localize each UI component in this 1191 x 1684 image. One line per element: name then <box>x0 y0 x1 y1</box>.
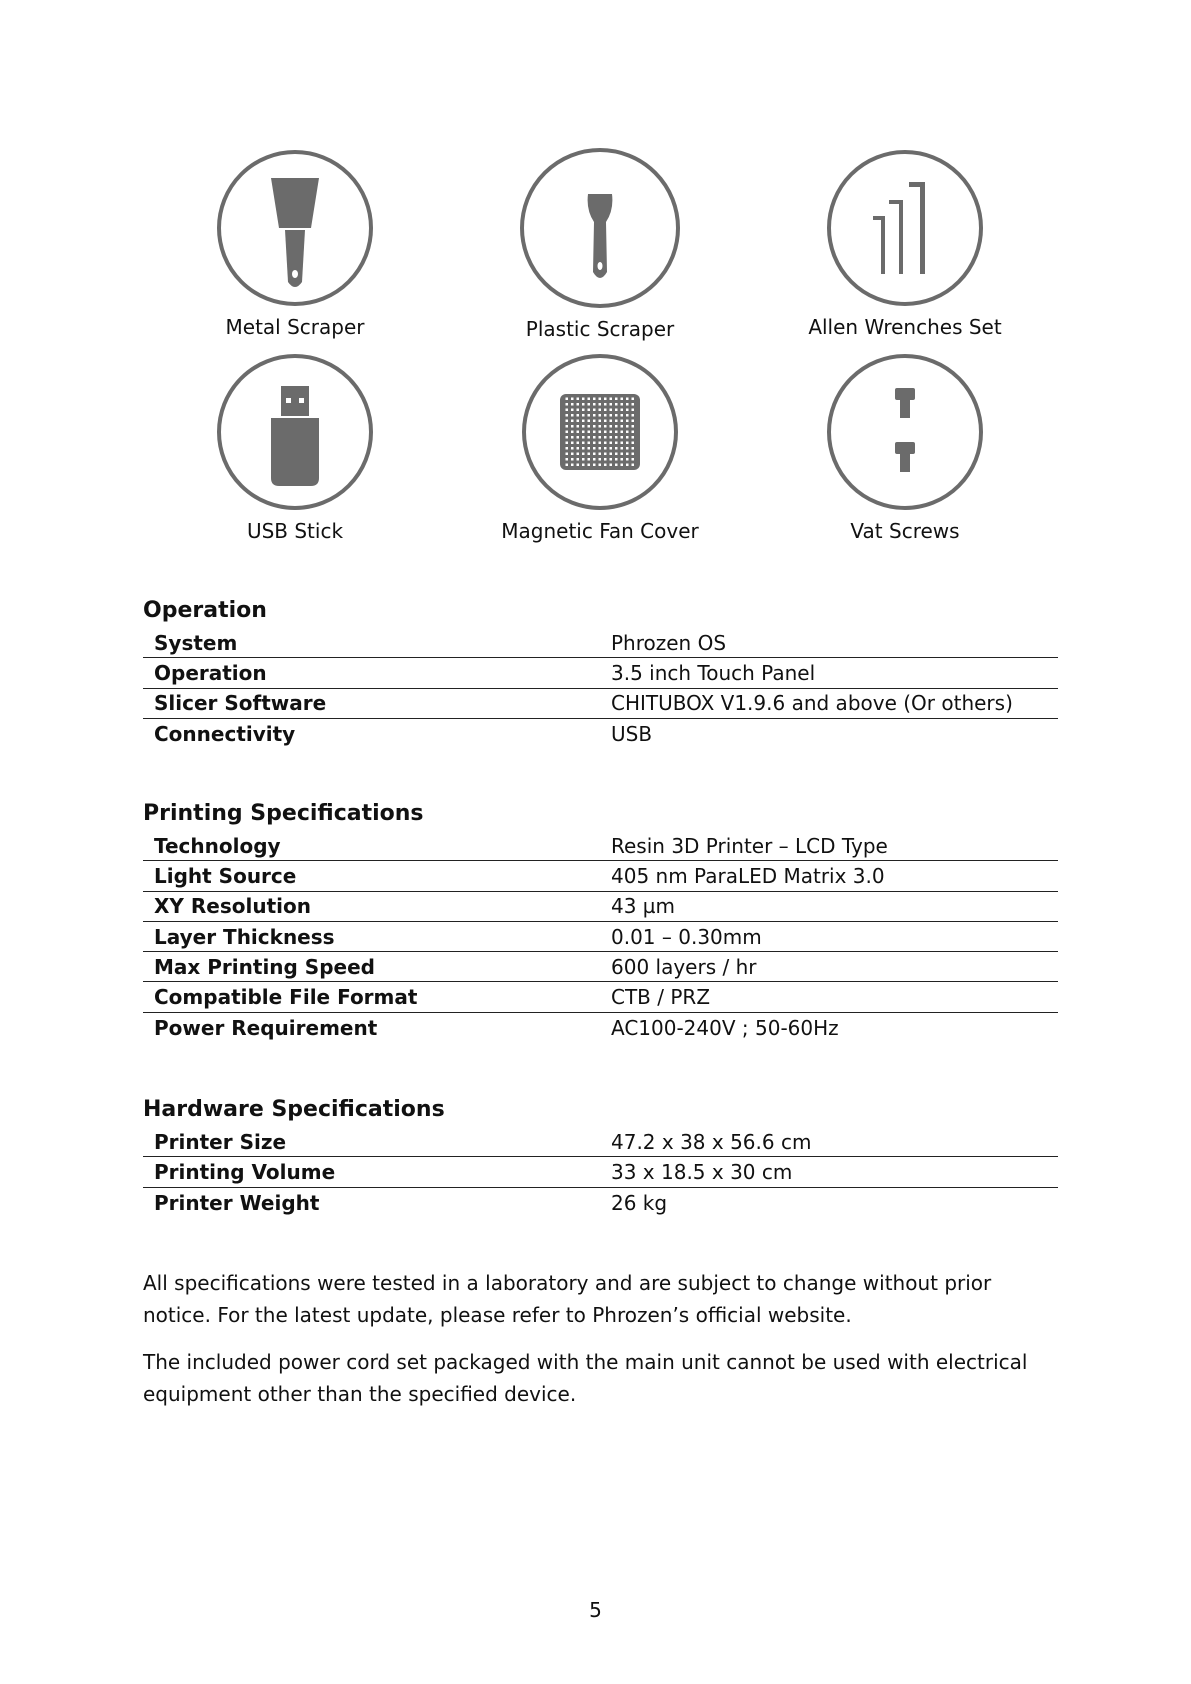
spec-value: Resin 3D Printer – LCD Type <box>611 833 888 858</box>
table-row <box>143 831 1058 861</box>
accessory-fan-cover <box>460 352 740 544</box>
section-title: Hardware Specifications <box>143 1097 445 1122</box>
table-row <box>143 1013 1058 1043</box>
power-cord-note: The included power cord set packaged with the main unit cannot be used with electrical equipment other than the specified device. <box>143 1350 1028 1406</box>
accessory-allen-wrenches <box>765 148 1045 340</box>
accessory-vat-screws <box>765 352 1045 544</box>
fan-cover-icon <box>520 352 680 512</box>
accessory-usb-stick <box>155 352 435 544</box>
spec-value: 26 kg <box>611 1190 668 1215</box>
accessory-plastic-scraper <box>460 146 740 342</box>
spec-key: Power Requirement <box>154 1015 378 1040</box>
section-title: Operation <box>143 598 267 623</box>
plastic-scraper-icon <box>518 146 682 310</box>
spec-key: Max Printing Speed <box>154 954 375 979</box>
spec-key: Operation <box>154 660 267 685</box>
operation-section <box>143 596 1058 749</box>
table-row <box>143 628 1058 658</box>
printing-section <box>143 799 1058 1043</box>
spec-value: CHITUBOX V1.9.6 and above (Or others) <box>611 691 1013 716</box>
spec-value: Phrozen OS <box>611 630 727 655</box>
spec-value: USB <box>611 722 653 747</box>
spec-value: 405 nm ParaLED Matrix 3.0 <box>611 863 885 888</box>
spec-table <box>143 1127 1058 1218</box>
metal-scraper-icon <box>215 148 375 308</box>
spec-key: Printer Size <box>154 1129 287 1154</box>
spec-value: 47.2 x 38 x 56.6 cm <box>611 1129 812 1154</box>
table-row <box>143 1157 1058 1187</box>
accessory-label: Allen Wrenches Set <box>808 315 1002 339</box>
hardware-section <box>143 1095 1058 1218</box>
accessory-label: USB Stick <box>246 519 344 543</box>
table-row <box>143 1188 1058 1218</box>
table-row <box>143 922 1058 952</box>
spec-value: 33 x 18.5 x 30 cm <box>611 1159 793 1184</box>
table-row <box>143 892 1058 922</box>
spec-value: CTB / PRZ <box>611 985 711 1010</box>
spec-table <box>143 628 1058 749</box>
spec-key: Slicer Software <box>154 691 327 716</box>
spec-value: 3.5 inch Touch Panel <box>611 660 816 685</box>
accessory-label: Metal Scraper <box>225 315 365 339</box>
vat-screws-icon <box>825 352 985 512</box>
accessory-label: Magnetic Fan Cover <box>501 519 699 543</box>
spec-key: Printer Weight <box>154 1190 320 1215</box>
spec-key: Light Source <box>154 863 297 888</box>
spec-key: XY Resolution <box>154 894 311 919</box>
spec-value: 43 µm <box>611 894 676 919</box>
spec-key: Printing Volume <box>154 1159 336 1184</box>
table-row <box>143 982 1058 1012</box>
page-number: 5 <box>589 1598 602 1622</box>
spec-key: Connectivity <box>154 722 296 747</box>
table-row <box>143 861 1058 891</box>
spec-value: 0.01 – 0.30mm <box>611 924 762 949</box>
allen-wrench-icon <box>825 148 985 308</box>
section-title: Printing Specifications <box>143 801 424 826</box>
table-row <box>143 1127 1058 1157</box>
usb-stick-icon <box>215 352 375 512</box>
table-row <box>143 658 1058 688</box>
accessory-label: Plastic Scraper <box>525 317 675 341</box>
disclaimer-note: All specifications were tested in a laboratory and are subject to change without prior notice. For the latest update, please refer to Phrozen’s official website. <box>143 1271 992 1327</box>
accessory-metal-scraper <box>155 148 435 340</box>
spec-key: Compatible File Format <box>154 985 418 1010</box>
spec-key: Technology <box>154 833 281 858</box>
spec-table <box>143 831 1058 1043</box>
table-row <box>143 689 1058 719</box>
table-row <box>143 719 1058 749</box>
spec-key: Layer Thickness <box>154 924 335 949</box>
spec-value: 600 layers / hr <box>611 954 757 979</box>
accessory-label: Vat Screws <box>850 519 960 543</box>
spec-key: System <box>154 630 238 655</box>
table-row <box>143 952 1058 982</box>
spec-value: AC100-240V ; 50-60Hz <box>611 1015 839 1040</box>
